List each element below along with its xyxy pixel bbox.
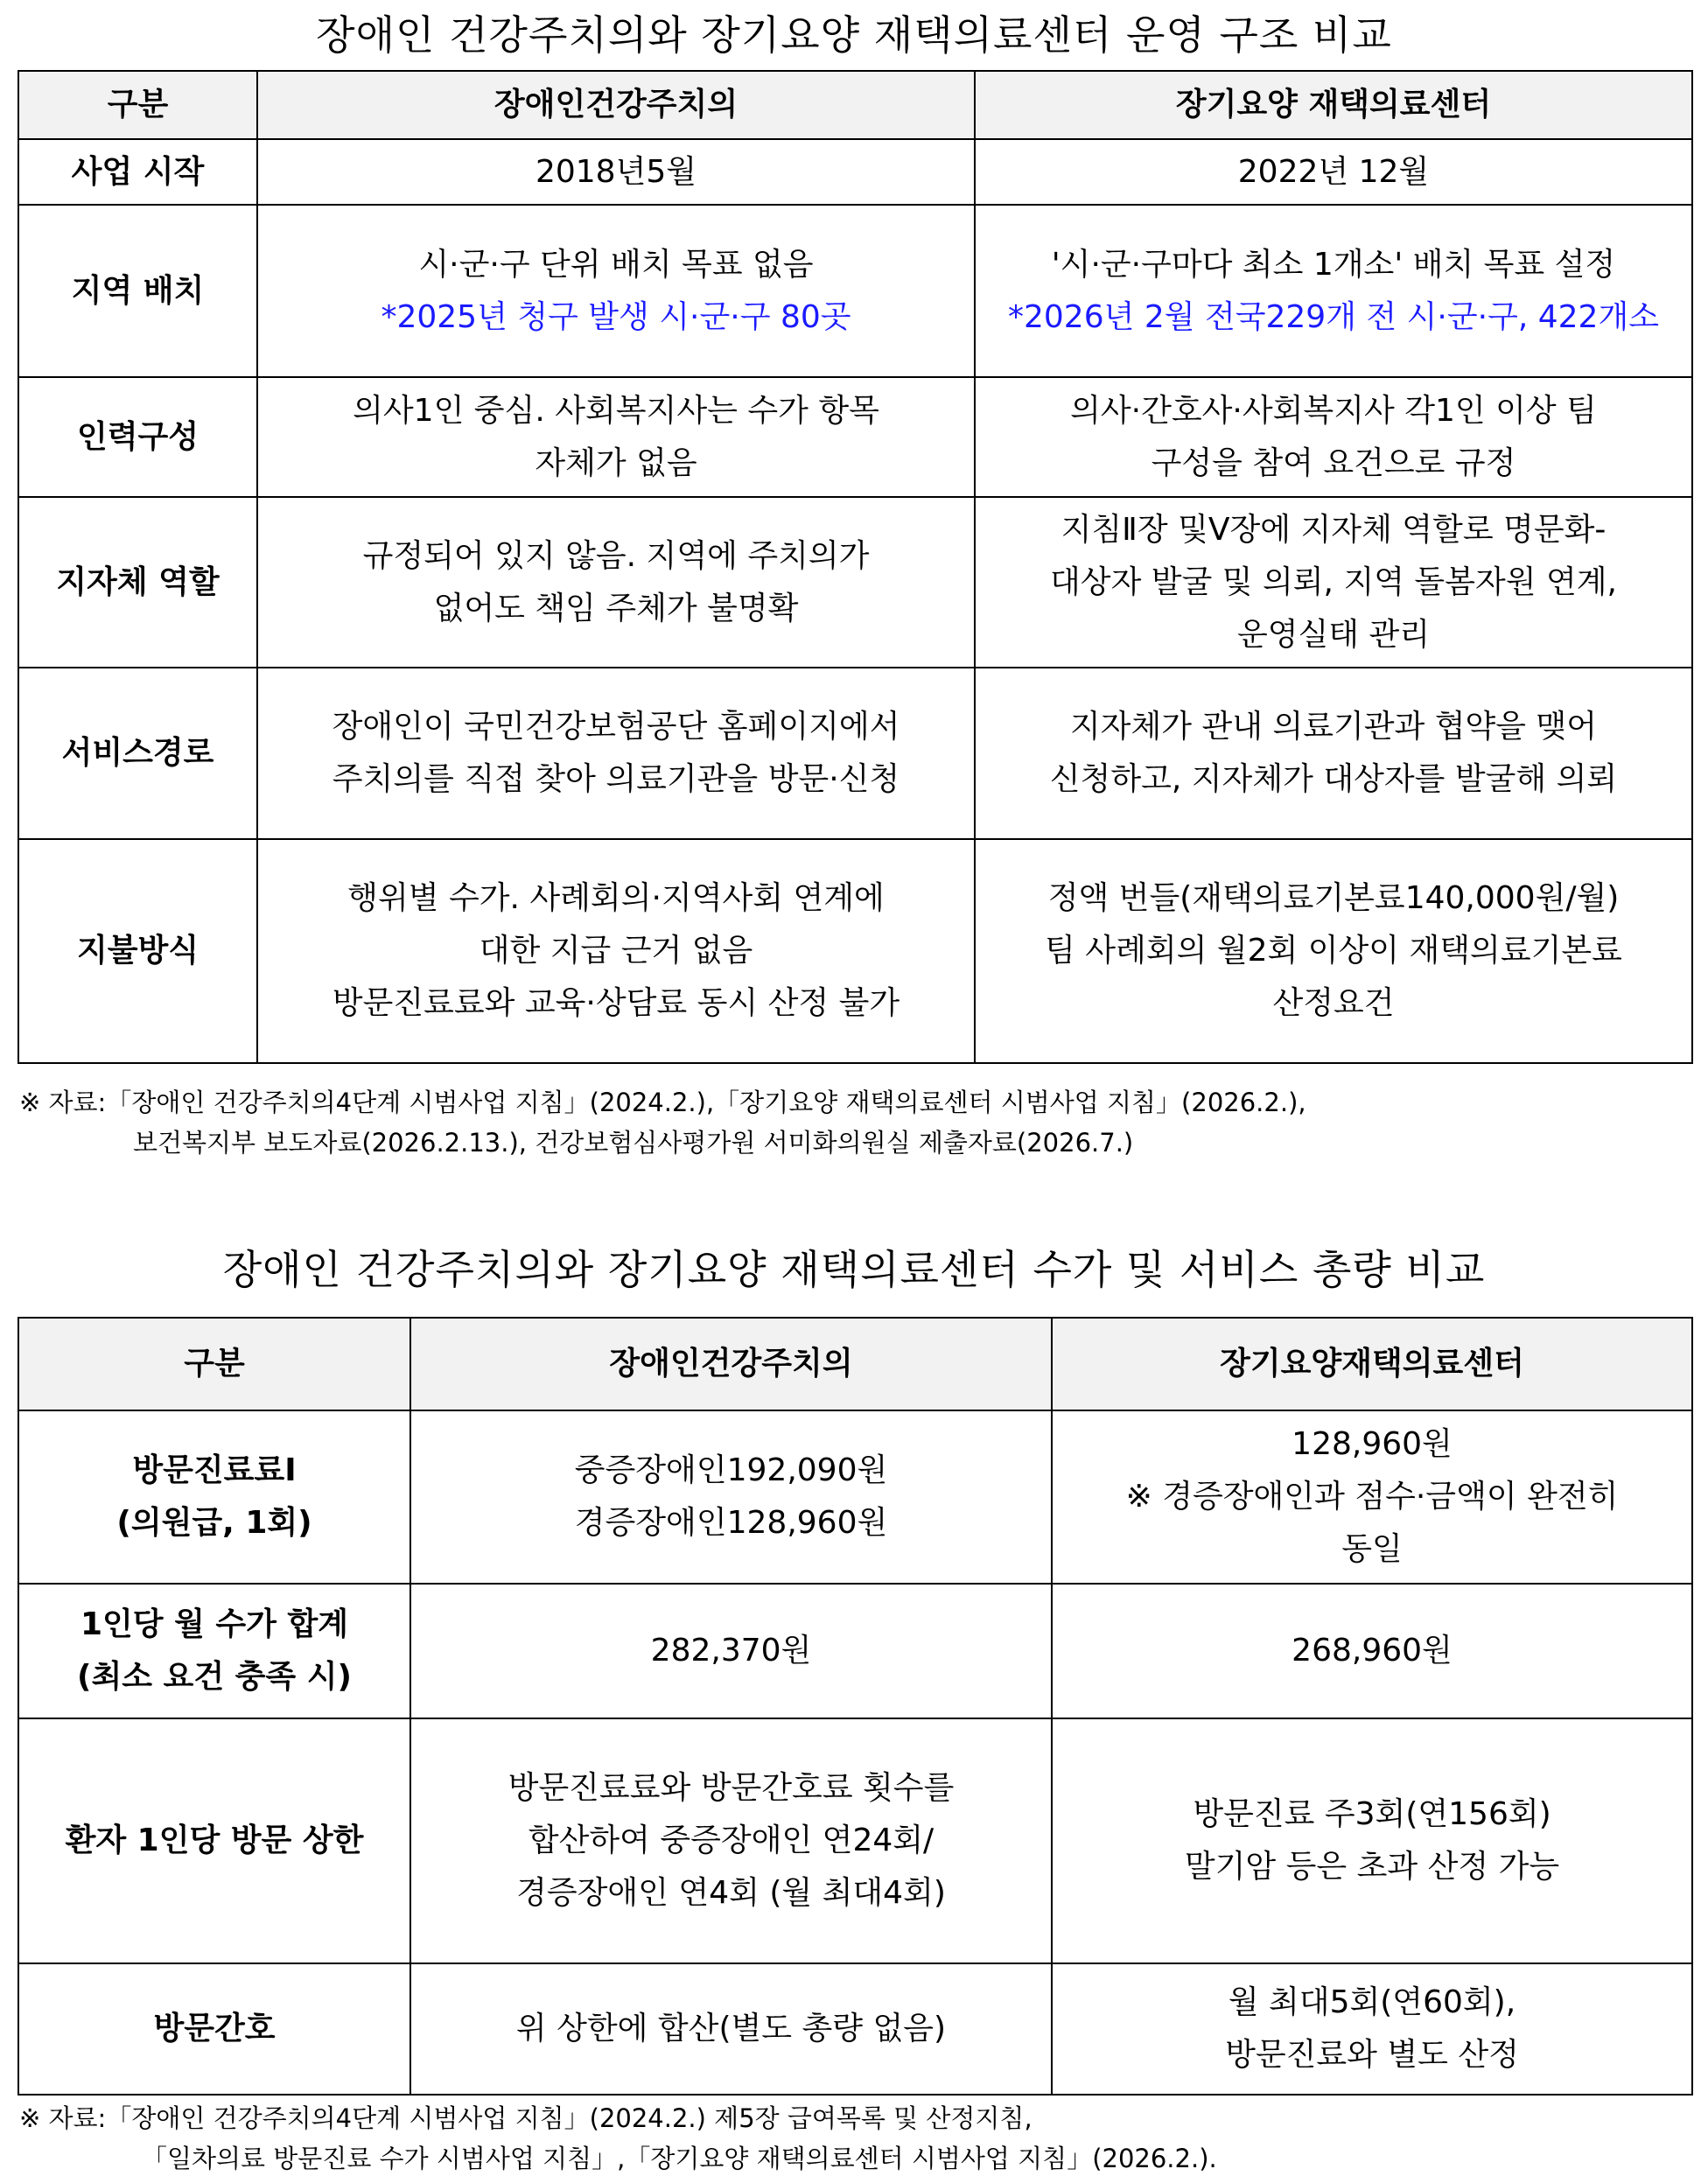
- cell-b: 방문진료 주3회(연156회) 말기암 등은 초과 산정 가능: [1052, 1718, 1692, 1963]
- table1-source: ※ 자료:「장애인 건강주치의4단계 시범사업 지침」(2024.2.),「장기요양 재택의료센터 시범사업 지침」(2026.2.), 보건복지부 보도자료(2026.2.13.), 건강보험심사평가원 서미화의원실 제출자료(2026.7.): [19, 1088, 1306, 1158]
- header-home-care-center: 장기요양재택의료센터: [1052, 1318, 1692, 1410]
- table2-source: ※ 자료:「장애인 건강주치의4단계 시범사업 지침」(2024.2.) 제5장 급여목록 및 산정지침, 「일차의료 방문진료 수가 시범사업 지침」,「장기요양 재택의료센터 시범사업 지침」(2026.2.).: [19, 2103, 1217, 2173]
- table2-title: 장애인 건강주치의와 장기요양 재택의료센터 수가 및 서비스 총량 비교: [222, 1246, 1486, 1293]
- table-row: [18, 497, 1692, 668]
- table-row: [18, 1718, 1692, 1963]
- cell-a: 행위별 수가. 사례회의·지역사회 연계에 대한 지급 근거 없음 방문진료료와 교육·상담료 동시 산정 불가: [257, 839, 975, 1063]
- row-label: 지자체 역할: [18, 497, 257, 668]
- note-b: *2026년 2월 전국229개 전 시·군·구, 422개소: [1007, 298, 1660, 335]
- table-row: [18, 205, 1692, 377]
- cell-b: 의사·간호사·사회복지사 각1인 이상 팀 구성을 참여 요건으로 규정: [975, 377, 1692, 497]
- header-disability-doctor: 장애인건강주치의: [410, 1318, 1052, 1410]
- cell-a: 2018년5월: [257, 139, 975, 205]
- header-disability-doctor: 장애인건강주치의: [257, 71, 975, 139]
- row-label: 서비스경로: [18, 668, 257, 839]
- cell-b: 지자체가 관내 의료기관과 협약을 맺어 신청하고, 지자체가 대상자를 발굴해 의뢰: [975, 668, 1692, 839]
- table-row: [18, 1584, 1692, 1718]
- cell-a: 중증장애인192,090원 경증장애인128,960원: [410, 1410, 1052, 1584]
- row-label: 환자 1인당 방문 상한: [18, 1718, 410, 1963]
- header-category: 구분: [18, 1318, 410, 1410]
- row-label: 지불방식: [18, 839, 257, 1063]
- cell-a: 282,370원: [410, 1584, 1052, 1718]
- cell-b: 268,960원: [1052, 1584, 1692, 1718]
- row-label: 방문간호: [18, 1963, 410, 2095]
- cell-a: 방문진료료와 방문간호료 횟수를 합산하여 중증장애인 연24회/ 경증장애인 연4회 (월 최대4회): [410, 1718, 1052, 1963]
- cell-b: 월 최대5회(연60회), 방문진료와 별도 산정: [1052, 1963, 1692, 2095]
- row-label: 1인당 월 수가 합계 (최소 요건 충족 시): [18, 1584, 410, 1718]
- cell-b: 정액 번들(재택의료기본료140,000원/월) 팀 사례회의 월2회 이상이 재택의료기본료 산정요건: [975, 839, 1692, 1063]
- cell-b: 128,960원 ※ 경증장애인과 점수·금액이 완전히 동일: [1052, 1410, 1692, 1584]
- cell-b: 지침Ⅱ장 및Ⅴ장에 지자체 역할로 명문화- 대상자 발굴 및 의뢰, 지역 돌봄자원 연계, 운영실태 관리: [975, 497, 1692, 668]
- note-a: *2025년 청구 발생 시·군·구 80곳: [381, 298, 851, 335]
- table-row: [18, 668, 1692, 839]
- cell-a: 시·군·구 단위 배치 목표 없음 *2025년 청구 발생 시·군·구 80곳: [257, 205, 975, 377]
- cell-a: 위 상한에 합산(별도 총량 없음): [410, 1963, 1052, 2095]
- table-row: [18, 139, 1692, 205]
- cell-a: 장애인이 국민건강보험공단 홈페이지에서 주치의를 직접 찾아 의료기관을 방문·신청: [257, 668, 975, 839]
- table-row: [18, 1410, 1692, 1584]
- table-row: [18, 1963, 1692, 2095]
- row-label: 방문진료료Ⅰ (의원급, 1회): [18, 1410, 410, 1584]
- table1-title: 장애인 건강주치의와 장기요양 재택의료센터 운영 구조 비교: [316, 11, 1392, 59]
- fee-volume-table: [18, 1317, 1693, 2096]
- cell-a: 의사1인 중심. 사회복지사는 수가 항목 자체가 없음: [257, 377, 975, 497]
- operation-structure-table: [18, 70, 1693, 1064]
- table-row: [18, 377, 1692, 497]
- cell-b: '시·군·구마다 최소 1개소' 배치 목표 설정 *2026년 2월 전국229개 전 시·군·구, 422개소: [975, 205, 1692, 377]
- cell-b: 2022년 12월: [975, 139, 1692, 205]
- row-label: 지역 배치: [18, 205, 257, 377]
- table2-header-row: [18, 1318, 1692, 1410]
- table-row: [18, 839, 1692, 1063]
- row-label: 인력구성: [18, 377, 257, 497]
- header-category: 구분: [18, 71, 257, 139]
- table1-header-row: [18, 71, 1692, 139]
- cell-a: 규정되어 있지 않음. 지역에 주치의가 없어도 책임 주체가 불명확: [257, 497, 975, 668]
- row-label: 사업 시작: [18, 139, 257, 205]
- header-home-care-center: 장기요양 재택의료센터: [975, 71, 1692, 139]
